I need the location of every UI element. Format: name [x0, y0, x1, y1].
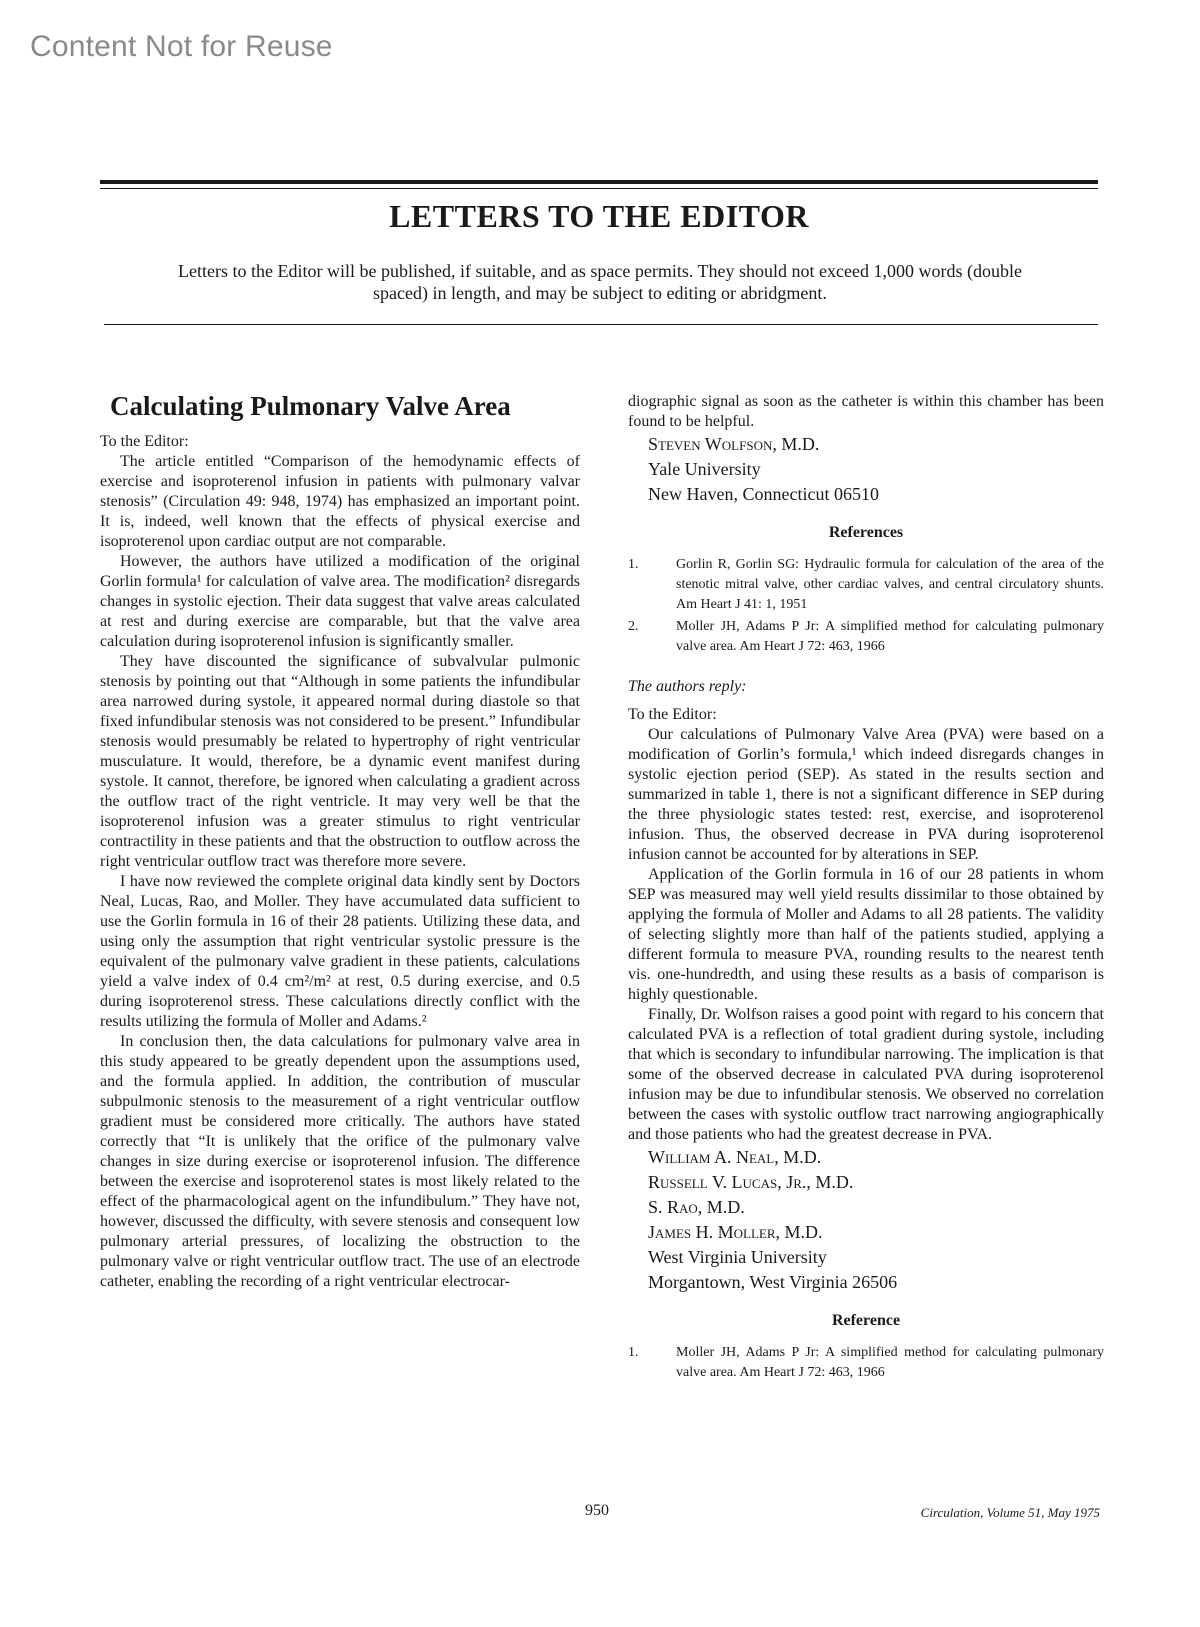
reply-paragraph: Application of the Gorlin formula in 16 of our 28 patients in whom SEP was measured may well yield results dissimilar to those obtained by applying the formula of Moller and Adams to all 28 patients. The validity of selecting slightly more than half of the patients studied, applying a different formula to measure PVA, rounding results to the nearest tenth vis. one-hundredth, and using these results as a basis of comparison is highly questionable. [628, 866, 1104, 1003]
signature-affiliation: Yale University [648, 459, 761, 479]
section-divider [104, 324, 1098, 325]
reply-signature-name: S. Rao, M.D. [648, 1197, 745, 1217]
article-paragraph: The article entitled “Comparison of the hemodynamic effects of exercise and isoproterenol infusion in patients with pulmonary valvar stenosis” (Circulation 49: 948, 1974) has emphasized an important point. It is, indeed, well known that the effects of physical exercise and isoproterenol upon cardiac output are not comparable. [100, 453, 580, 550]
article-paragraph: In conclusion then, the data calculations for pulmonary valve area in this study appeared to be greatly dependent upon the assumptions used, and the formula applied. In addition, the contribution of muscular subpulmonic stenosis to the measurement of a right ventricular outflow gradient must be considered more critically. The authors have stated correctly that “It is unlikely that the orifice of the pulmonary valve changes in size during exercise or isoproterenol infusion. The difference between the exercise and isoproterenol states is most likely related to the effect of the pharmacological agent on the infundibulum.” They have not, however, discussed the difficulty, with severe stenosis and consequent low pulmonary arterial pressures, of localizing the obstruction to the pulmonary valve or right ventricular outflow tract. The use of an electrode catheter, enabling the recording of a right ventricular electrocar- [100, 1033, 580, 1290]
reference-item [628, 617, 1104, 657]
section-intro: Letters to the Editor will be published, if suitable, and as space permits. They should not exceed 1,000 words (double spaced) in length, and may be subject to editing or abridgment. [178, 261, 1022, 303]
reply-signature-name: James H. Moller, M.D. [648, 1222, 823, 1242]
reply-reference-list [628, 1343, 1104, 1383]
reference-text: Moller JH, Adams P Jr: A simplified method for calculating pulmonary valve area. Am Heart J 72: 463, 1966 [676, 619, 1104, 654]
header-rule-thick [100, 180, 1098, 184]
page-number: 950 [585, 1502, 609, 1519]
article-title: Calculating Pulmonary Valve Area [110, 391, 511, 421]
reference-number: 2. [628, 619, 639, 634]
reference-item [628, 555, 1104, 615]
signature-location: New Haven, Connecticut 06510 [648, 484, 879, 504]
reply-signature-name: William A. Neal, M.D. [648, 1147, 822, 1167]
signature-name: Steven Wolfson, M.D. [648, 434, 820, 454]
reply-paragraph: Finally, Dr. Wolfson raises a good point with regard to his concern that calculated PVA is a reflection of total gradient during systole, including that which is secondary to infundibular narrowing. The implication is that some of the observed decrease in calculated PVA during isoproterenol infusion may be due to infundibular stenosis. We observed no correlation between the cases with systolic outflow tract narrowing angiographically and those patients who had the greatest decrease in PVA. [628, 1006, 1104, 1143]
article-paragraph: They have discounted the significance of subvalvular pulmonic stenosis by pointing out that “Although in some patients the infundibular area narrowed during systole, it appeared normal during diastole so that fixed infundibular stenosis was not considered to be present.” Infundibular stenosis would presumably be related to hypertrophy of right ventricular musculature. It would, therefore, be a dynamic event manifest during systole. It cannot, therefore, be ignored when calculating a gradient across the outflow tract of the right ventricle. It may very well be that the isoproterenol infusion was a greater stimulus to right ventricular contractility in these patients and that the obstruction to outflow across the right ventricular outflow tract was therefore more severe. [100, 653, 580, 870]
reference-list [628, 555, 1104, 657]
reference-text: Gorlin R, Gorlin SG: Hydraulic formula for calculation of the area of the stenotic mitral valve, other cardiac valves, and central circulatory shunts. Am Heart J 41: 1, 1951 [676, 557, 1104, 612]
article-salutation: To the Editor: [100, 433, 189, 450]
journal-citation: Circulation, Volume 51, May 1975 [920, 1505, 1100, 1520]
article-paragraph: I have now reviewed the complete original data kindly sent by Doctors Neal, Lucas, Rao, and Moller. They have accumulated data sufficient to use the Gorlin formula in 16 of their 28 patients. Utilizing these data, and using only the assumption that right ventricular systolic pressure is the equivalent of the pulmonary valve gradient in these patients, calculations yield a valve index of 0.4 cm²/m² at rest, 0.5 during exercise, and 0.5 during isoproterenol stress. These calculations directly conflict with the results utilizing the formula of Moller and Adams.² [100, 873, 580, 1030]
header-rule-thin [100, 188, 1098, 189]
reply-location: Morgantown, West Virginia 26506 [648, 1272, 898, 1292]
reply-references-heading: Reference [831, 1312, 901, 1329]
reply-signature-name: Russell V. Lucas, Jr., M.D. [648, 1172, 854, 1192]
article-continuation: diographic signal as soon as the catheter is within this chamber has been found to be helpful. [628, 393, 1104, 430]
references-heading: References [828, 524, 904, 541]
watermark: Content Not for Reuse [30, 30, 333, 63]
reply-heading: The authors reply: [628, 678, 747, 695]
reply-paragraph: Our calculations of Pulmonary Valve Area (PVA) were based on a modification of Gorlin’s formula,¹ which indeed disregards changes in systolic ejection period (SEP). As stated in the results section and summarized in table 1, there is not a significant difference in SEP during the three physiologic states tested: rest, exercise, and isoproterenol infusion. Thus, the observed decrease in PVA during isoproterenol infusion cannot be accounted for by alterations in SEP. [628, 726, 1104, 863]
reply-affiliation: West Virginia University [648, 1247, 827, 1267]
reply-salutation: To the Editor: [628, 706, 717, 723]
right-column [628, 392, 1104, 1385]
section-title: LETTERS TO THE EDITOR [389, 198, 809, 234]
left-column [100, 390, 580, 1292]
reference-item [628, 1343, 1104, 1383]
reference-number: 1. [628, 557, 639, 572]
reference-text: Moller JH, Adams P Jr: A simplified method for calculating pulmonary valve area. Am Heart J 72: 463, 1966 [676, 1345, 1104, 1380]
article-paragraph: However, the authors have utilized a modification of the original Gorlin formula¹ for calculation of valve area. The modification² disregards changes in systolic ejection. Their data suggest that valve areas calculated at rest and during exercise are comparable, but that the valve area calculation during isoproterenol infusion is significantly smaller. [100, 553, 580, 650]
reference-number: 1. [628, 1345, 639, 1360]
